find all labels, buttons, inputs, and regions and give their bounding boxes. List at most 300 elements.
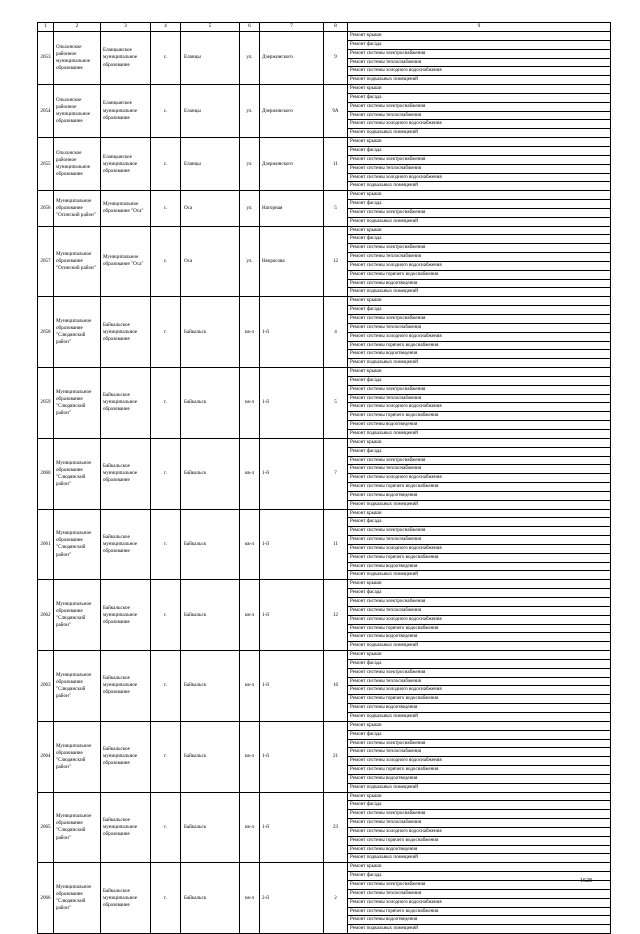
street-type-cell-text: кв-л: [244, 753, 255, 760]
settlement-cell-text: Байкальское муниципальное образование: [103, 816, 138, 837]
municipality-cell: [54, 438, 101, 509]
work-item: Ремонт системы горячего водоснабжения: [348, 271, 610, 280]
work-item: Ремонт подвальных помещений: [350, 784, 418, 790]
locality-cell: [181, 792, 240, 863]
settlement-cell: [101, 580, 151, 651]
work-item: Ремонт системы теплоснабжения: [348, 112, 610, 121]
work-item: Ремонт крыши: [348, 651, 610, 660]
table-row: [38, 191, 611, 226]
house-number-cell: [324, 792, 348, 863]
work-item: Ремонт системы горячего водоснабжения: [348, 908, 610, 917]
work-item: Ремонт подвальных помещений: [350, 855, 418, 861]
locality-type-cell-text: с.: [163, 107, 168, 114]
table-row: [38, 85, 611, 138]
settlement-cell: [101, 651, 151, 722]
street-type-cell-text: кв-л: [244, 682, 255, 689]
work-item: Ремонт фасада: [348, 872, 610, 881]
locality-cell: [181, 651, 240, 722]
street-type-cell-text: кв-л: [244, 611, 255, 618]
table-body: [38, 23, 611, 934]
work-item: Ремонт системы электроснабжения: [348, 103, 610, 112]
table-row: [38, 226, 611, 297]
work-item: Ремонт системы электроснабжения: [348, 156, 610, 165]
work-item: Ремонт крыши: [348, 510, 610, 519]
settlement-cell: [101, 297, 151, 368]
works-list-cell: [348, 297, 611, 368]
header-cell: 2: [54, 23, 101, 32]
document-page: [37, 22, 610, 934]
locality-cell-text: Байкальск: [184, 753, 207, 760]
street-name-cell-text: 1-й: [262, 540, 269, 547]
locality-cell: [181, 226, 240, 297]
work-item: Ремонт системы водоотведения: [348, 280, 610, 289]
table-row: [38, 792, 611, 863]
locality-cell-text: Еланцы: [184, 107, 201, 114]
row-number: [38, 509, 54, 580]
work-item: Ремонт системы теплоснабжения: [348, 607, 610, 616]
work-item: Ремонт фасада: [348, 235, 610, 244]
locality-cell-text: Еланцы: [184, 160, 201, 167]
house-number-cell-text: 9А: [332, 107, 339, 114]
work-item: Ремонт системы электроснабжения: [348, 881, 610, 890]
locality-cell: [181, 32, 240, 85]
work-item: Ремонт системы водоотведения: [348, 633, 610, 642]
work-item: Ремонт подвальных помещений: [350, 713, 418, 719]
street-name-cell: [260, 191, 324, 226]
work-item: Ремонт системы водоотведения: [348, 916, 610, 925]
municipality-cell-text: Муниципальное образование "Слюдянский район": [56, 459, 92, 487]
municipality-cell: [54, 191, 101, 226]
street-name-cell-text: Дзержинского: [262, 54, 293, 61]
house-number-cell-text: 21: [332, 753, 339, 760]
house-number-cell-text: 12: [332, 257, 339, 264]
street-name-cell: [260, 85, 324, 138]
locality-type-cell-text: с.: [163, 160, 168, 167]
header-row: [38, 23, 611, 32]
municipality-cell-text: Муниципальное образование "Слюдянский район": [56, 813, 92, 841]
header-cell: 9: [348, 23, 611, 32]
settlement-cell-text: Байкальское муниципальное образование: [103, 887, 138, 908]
work-item: Ремонт системы электроснабжения: [348, 386, 610, 395]
settlement-cell-text: Байкальское муниципальное образование: [103, 463, 138, 484]
work-item: Ремонт фасада: [348, 200, 610, 209]
municipality-cell-text: Муниципальное образование "Слюдянский район": [56, 530, 92, 558]
row-number-text: 2055: [40, 160, 51, 167]
street-name-cell: [260, 438, 324, 509]
work-item: Ремонт системы электроснабжения: [348, 315, 610, 324]
settlement-cell: [101, 138, 151, 191]
street-type-cell-text: кв-л: [244, 470, 255, 477]
work-item: Ремонт фасада: [348, 660, 610, 669]
work-item: Ремонт системы холодного водоснабжения: [348, 174, 610, 183]
work-item: Ремонт системы водоотведения: [348, 421, 610, 430]
row-number: [38, 85, 54, 138]
locality-type-cell: [151, 792, 181, 863]
municipality-cell: [54, 792, 101, 863]
works-list-cell: [348, 85, 611, 138]
locality-cell-text: Байкальск: [184, 611, 207, 618]
locality-type-cell-text: с.: [163, 257, 168, 264]
work-item: Ремонт системы горячего водоснабжения: [348, 766, 610, 775]
street-name-cell-text: Некрасова: [262, 257, 285, 264]
municipality-cell: [54, 85, 101, 138]
work-item: Ремонт системы холодного водоснабжения: [348, 120, 610, 129]
row-number: [38, 792, 54, 863]
municipality-cell-text: Муниципальное образование "Слюдянский район": [56, 742, 92, 770]
work-item: Ремонт системы теплоснабжения: [348, 465, 610, 474]
street-type-cell-text: кв-л: [244, 399, 255, 406]
street-type-cell: [240, 297, 260, 368]
work-item: Ремонт системы горячего водоснабжения: [348, 412, 610, 421]
row-number-text: 2060: [40, 470, 51, 477]
settlement-cell: [101, 368, 151, 439]
street-name-cell-text: 1-й: [262, 611, 269, 618]
work-item: Ремонт подвальных помещений: [350, 926, 418, 932]
street-name-cell: [260, 651, 324, 722]
work-item: Ремонт крыши: [348, 793, 610, 802]
header-cell: 8: [324, 23, 348, 32]
row-number-text: 2053: [40, 54, 51, 61]
work-item: Ремонт системы теплоснабжения: [348, 59, 610, 68]
locality-type-cell-text: г.: [164, 328, 167, 335]
municipality-cell-text: Муниципальное образование "Слюдянский район": [56, 318, 92, 346]
house-number-cell-text: 23: [332, 823, 339, 830]
work-item: Ремонт системы теплоснабжения: [348, 324, 610, 333]
row-number: [38, 438, 54, 509]
row-number-text: 2059: [40, 399, 51, 406]
house-number-cell-text: 4: [334, 328, 337, 335]
works-list-cell: [348, 863, 611, 934]
work-item: Ремонт системы теплоснабжения: [348, 165, 610, 174]
street-type-cell-text: кв-л: [244, 328, 255, 335]
street-name-cell: [260, 368, 324, 439]
work-item: Ремонт крыши: [348, 227, 610, 236]
work-item: Ремонт подвальных помещений: [350, 130, 418, 136]
work-item: Ремонт системы горячего водоснабжения: [348, 554, 610, 563]
house-number-cell-text: 12: [332, 611, 339, 618]
locality-cell-text: Байкальск: [184, 399, 207, 406]
municipality-cell: [54, 368, 101, 439]
house-number-cell: [324, 32, 348, 85]
work-item: Ремонт системы горячего водоснабжения: [348, 837, 610, 846]
row-number: [38, 226, 54, 297]
work-item: Ремонт фасада: [348, 94, 610, 103]
work-item: Ремонт системы электроснабжения: [348, 810, 610, 819]
street-type-cell: [240, 226, 260, 297]
row-number-text: 2054: [40, 107, 51, 114]
settlement-cell: [101, 863, 151, 934]
municipality-cell-text: Ольхонское районное муниципальное образование: [56, 43, 91, 72]
row-number-text: 2064: [40, 753, 51, 760]
work-item: Ремонт системы холодного водоснабжения: [348, 333, 610, 342]
work-item: Ремонт фасада: [348, 306, 610, 315]
row-number: [38, 580, 54, 651]
work-item: Ремонт системы холодного водоснабжения: [348, 67, 610, 76]
locality-cell: [181, 580, 240, 651]
work-item: Ремонт крыши: [348, 297, 610, 306]
row-number: [38, 863, 54, 934]
locality-cell: [181, 863, 240, 934]
settlement-cell: [101, 85, 151, 138]
works-list-cell: [348, 438, 611, 509]
street-name-cell-text: 1-й: [262, 753, 269, 760]
row-number-text: 2066: [40, 894, 51, 901]
municipality-cell-text: Ольхонское районное муниципальное образование: [56, 149, 91, 178]
settlement-cell-text: Муниципальное образование "Оса": [103, 201, 144, 215]
municipality-cell: [54, 651, 101, 722]
row-number-text: 2062: [40, 611, 51, 618]
locality-type-cell: [151, 580, 181, 651]
municipality-cell: [54, 509, 101, 580]
street-type-cell: [240, 863, 260, 934]
street-type-cell-text: ул.: [246, 107, 253, 114]
locality-cell: [181, 721, 240, 792]
table-row: [38, 138, 611, 191]
street-type-cell-text: кв-л: [244, 894, 255, 901]
house-number-cell: [324, 438, 348, 509]
work-item: Ремонт фасада: [348, 518, 610, 527]
work-item: Ремонт системы горячего водоснабжения: [348, 695, 610, 704]
street-name-cell: [260, 226, 324, 297]
row-number-text: 2063: [40, 682, 51, 689]
street-name-cell: [260, 721, 324, 792]
header-cell: 6: [240, 23, 260, 32]
settlement-cell: [101, 509, 151, 580]
table-row: [38, 863, 611, 934]
locality-cell: [181, 368, 240, 439]
row-number-text: 2057: [40, 257, 51, 264]
house-number-cell: [324, 721, 348, 792]
page-number: 1628: [580, 878, 592, 884]
repair-register-table: [37, 22, 611, 934]
work-item: Ремонт крыши: [348, 722, 610, 731]
street-type-cell: [240, 438, 260, 509]
municipality-cell-text: Муниципальное образование "Осинский район": [56, 250, 96, 271]
work-item: Ремонт подвальных помещений: [350, 77, 418, 83]
work-item: Ремонт системы теплоснабжения: [348, 890, 610, 899]
locality-type-cell-text: г.: [164, 682, 167, 689]
settlement-cell-text: Байкальское муниципальное образование: [103, 604, 138, 625]
locality-type-cell: [151, 368, 181, 439]
locality-type-cell-text: г.: [164, 399, 167, 406]
work-item: Ремонт системы водоотведения: [348, 492, 610, 501]
settlement-cell-text: Байкальское муниципальное образование: [103, 321, 138, 342]
municipality-cell: [54, 297, 101, 368]
house-number-cell-text: 5: [334, 204, 337, 211]
street-type-cell: [240, 580, 260, 651]
work-item: Ремонт системы холодного водоснабжения: [348, 899, 610, 908]
settlement-cell-text: Байкальское муниципальное образование: [103, 675, 138, 696]
house-number-cell: [324, 580, 348, 651]
work-item: Ремонт системы теплоснабжения: [348, 748, 610, 757]
locality-type-cell: [151, 651, 181, 722]
settlement-cell-text: Еланцынское муниципальное образование: [103, 100, 138, 121]
work-item: Ремонт крыши: [348, 85, 610, 94]
locality-cell-text: Байкальск: [184, 470, 207, 477]
locality-type-cell-text: г.: [164, 470, 167, 477]
street-name-cell-text: 1-й: [262, 399, 269, 406]
work-item: Ремонт системы холодного водоснабжения: [348, 403, 610, 412]
work-item: Ремонт системы водоотведения: [348, 846, 610, 855]
street-name-cell: [260, 580, 324, 651]
works-list-cell: [348, 792, 611, 863]
street-name-cell: [260, 32, 324, 85]
municipality-cell: [54, 138, 101, 191]
locality-cell: [181, 297, 240, 368]
settlement-cell: [101, 792, 151, 863]
locality-type-cell: [151, 863, 181, 934]
street-type-cell-text: ул.: [246, 54, 253, 61]
header-cell: 4: [151, 23, 181, 32]
municipality-cell: [54, 32, 101, 85]
street-type-cell-text: ул.: [246, 204, 253, 211]
locality-type-cell: [151, 138, 181, 191]
street-name-cell: [260, 138, 324, 191]
street-name-cell-text: 1-й: [262, 682, 269, 689]
street-name-cell-text: 2-й: [262, 894, 269, 901]
street-name-cell-text: 1-й: [262, 823, 269, 830]
street-name-cell: [260, 863, 324, 934]
work-item: Ремонт системы холодного водоснабжения: [348, 828, 610, 837]
locality-type-cell-text: г.: [164, 894, 167, 901]
work-item: Ремонт подвальных помещений: [350, 218, 418, 224]
locality-cell-text: Байкальск: [184, 823, 207, 830]
table-row: [38, 32, 611, 85]
locality-cell: [181, 191, 240, 226]
municipality-cell: [54, 580, 101, 651]
table-row: [38, 580, 611, 651]
settlement-cell: [101, 32, 151, 85]
street-name-cell-text: 1-й: [262, 328, 269, 335]
municipality-cell-text: Муниципальное образование "Слюдянский район": [56, 601, 92, 629]
works-list-cell: [348, 32, 611, 85]
settlement-cell: [101, 191, 151, 226]
settlement-cell-text: Байкальское муниципальное образование: [103, 746, 138, 767]
work-item: Ремонт фасада: [348, 731, 610, 740]
work-item: Ремонт системы электроснабжения: [348, 244, 610, 253]
work-item: Ремонт крыши: [348, 138, 610, 147]
street-type-cell: [240, 138, 260, 191]
locality-type-cell-text: г.: [164, 753, 167, 760]
work-item: Ремонт подвальных помещений: [350, 643, 418, 649]
street-type-cell: [240, 651, 260, 722]
settlement-cell-text: Байкальское муниципальное образование: [103, 533, 138, 554]
locality-cell: [181, 138, 240, 191]
house-number-cell-text: 16: [332, 682, 339, 689]
work-item: Ремонт крыши: [348, 32, 610, 41]
house-number-cell: [324, 863, 348, 934]
street-type-cell-text: ул.: [246, 257, 253, 264]
row-number-text: 2065: [40, 823, 51, 830]
street-type-cell: [240, 368, 260, 439]
street-type-cell: [240, 792, 260, 863]
work-item: Ремонт системы электроснабжения: [348, 209, 610, 218]
works-list-cell: [348, 721, 611, 792]
row-number: [38, 191, 54, 226]
work-item: Ремонт системы водоотведения: [348, 350, 610, 359]
table-row: [38, 509, 611, 580]
row-number: [38, 297, 54, 368]
work-item: Ремонт крыши: [348, 580, 610, 589]
work-item: Ремонт крыши: [348, 368, 610, 377]
work-item: Ремонт подвальных помещений: [350, 360, 418, 366]
work-item: Ремонт системы горячего водоснабжения: [348, 342, 610, 351]
locality-cell-text: Байкальск: [184, 328, 207, 335]
street-name-cell: [260, 509, 324, 580]
street-name-cell-text: 1-й: [262, 470, 269, 477]
municipality-cell-text: Муниципальное образование "Осинский район": [56, 197, 96, 218]
locality-cell-text: Оса: [184, 204, 193, 211]
locality-cell-text: Оса: [184, 257, 193, 264]
work-item: Ремонт крыши: [348, 439, 610, 448]
house-number-cell-text: 7: [334, 470, 337, 477]
works-list-cell: [348, 509, 611, 580]
works-list-cell: [348, 368, 611, 439]
work-item: Ремонт системы холодного водоснабжения: [348, 262, 610, 271]
settlement-cell-text: Муниципальное образование "Оса": [103, 254, 144, 268]
house-number-cell-text: 11: [333, 540, 338, 547]
work-item: Ремонт системы холодного водоснабжения: [348, 545, 610, 554]
works-list-cell: [348, 226, 611, 297]
row-number: [38, 651, 54, 722]
locality-type-cell-text: с.: [163, 54, 168, 61]
works-list-cell: [348, 138, 611, 191]
header-cell: 7: [260, 23, 324, 32]
municipality-cell-text: Муниципальное образование "Слюдянский район": [56, 884, 92, 912]
table-row: [38, 721, 611, 792]
work-item: Ремонт системы электроснабжения: [348, 598, 610, 607]
locality-type-cell: [151, 226, 181, 297]
row-number-text: 2056: [40, 204, 51, 211]
work-item: Ремонт системы теплоснабжения: [348, 253, 610, 262]
street-name-cell-text: Дзержинского: [262, 160, 293, 167]
street-name-cell-text: Нагорная: [262, 204, 283, 211]
locality-type-cell: [151, 438, 181, 509]
locality-cell: [181, 438, 240, 509]
works-list-cell: [348, 651, 611, 722]
municipality-cell-text: Ольхонское районное муниципальное образование: [56, 96, 91, 125]
row-number: [38, 368, 54, 439]
municipality-cell-text: Муниципальное образование "Слюдянский район": [56, 671, 92, 700]
work-item: Ремонт системы холодного водоснабжения: [348, 616, 610, 625]
header-cell: 5: [181, 23, 240, 32]
table-row: [38, 651, 611, 722]
street-type-cell-text: кв-л: [244, 823, 255, 830]
table-row: [38, 368, 611, 439]
work-item: Ремонт фасада: [348, 801, 610, 810]
locality-cell-text: Байкальск: [184, 540, 207, 547]
header-cell: 1: [38, 23, 54, 32]
street-name-cell: [260, 297, 324, 368]
header-cell: 3: [101, 23, 151, 32]
row-number: [38, 721, 54, 792]
work-item: Ремонт фасада: [348, 147, 610, 156]
row-number: [38, 32, 54, 85]
work-item: Ремонт фасада: [348, 41, 610, 50]
house-number-cell: [324, 138, 348, 191]
locality-type-cell-text: г.: [164, 540, 167, 547]
work-item: Ремонт подвальных помещений: [350, 501, 418, 507]
work-item: Ремонт системы водоотведения: [348, 775, 610, 784]
locality-cell-text: Байкальск: [184, 682, 207, 689]
work-item: Ремонт системы холодного водоснабжения: [348, 686, 610, 695]
locality-type-cell: [151, 297, 181, 368]
house-number-cell-text: 5: [334, 399, 337, 406]
street-type-cell-text: кв-л: [244, 540, 255, 547]
municipality-cell: [54, 863, 101, 934]
street-type-cell: [240, 32, 260, 85]
work-item: Ремонт системы водоотведения: [348, 704, 610, 713]
